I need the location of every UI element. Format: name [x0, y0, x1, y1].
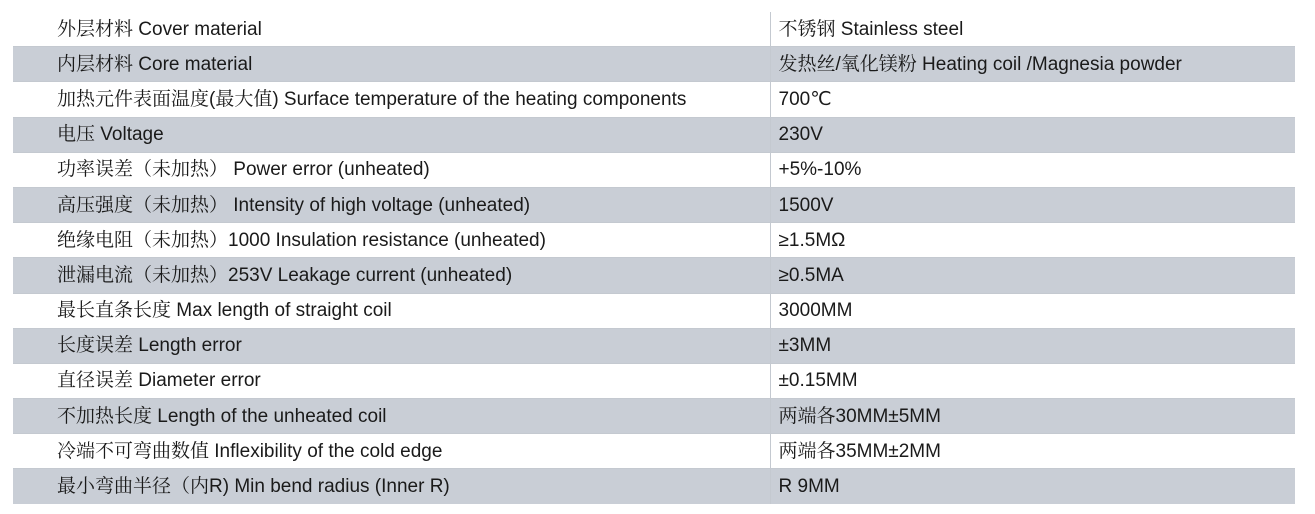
- table-row: [13, 469, 1295, 504]
- spec-label: 内层材料 Core material: [13, 47, 770, 82]
- spec-label: 加热元件表面温度(最大值) Surface temperature of the heating components: [13, 82, 770, 117]
- spec-value: 3000MM: [770, 293, 1295, 328]
- specification-table: [13, 12, 1295, 504]
- spec-value: 1500V: [770, 187, 1295, 222]
- table-row: [13, 82, 1295, 117]
- spec-value: 230V: [770, 117, 1295, 152]
- spec-value: ≥1.5MΩ: [770, 223, 1295, 258]
- spec-value: 700℃: [770, 82, 1295, 117]
- spec-value: ±3MM: [770, 328, 1295, 363]
- spec-value: 发热丝/氧化镁粉 Heating coil /Magnesia powder: [770, 47, 1295, 82]
- spec-label: 电压 Voltage: [13, 117, 770, 152]
- table-row: [13, 363, 1295, 398]
- spec-label: 最长直条长度 Max length of straight coil: [13, 293, 770, 328]
- spec-label: 冷端不可弯曲数值 Inflexibility of the cold edge: [13, 434, 770, 469]
- spec-label: 不加热长度 Length of the unheated coil: [13, 399, 770, 434]
- spec-value: ±0.15MM: [770, 363, 1295, 398]
- spec-label: 直径误差 Diameter error: [13, 363, 770, 398]
- spec-value: 两端各35MM±2MM: [770, 434, 1295, 469]
- table-row: [13, 434, 1295, 469]
- table-row: [13, 223, 1295, 258]
- spec-sheet: [13, 12, 1295, 504]
- spec-label: 长度误差 Length error: [13, 328, 770, 363]
- spec-value: ≥0.5MA: [770, 258, 1295, 293]
- spec-label: 功率误差（未加热） Power error (unheated): [13, 152, 770, 187]
- spec-value: 两端各30MM±5MM: [770, 399, 1295, 434]
- table-row: [13, 328, 1295, 363]
- spec-value: 不锈钢 Stainless steel: [770, 12, 1295, 47]
- table-row: [13, 258, 1295, 293]
- table-row: [13, 152, 1295, 187]
- spec-value: R 9MM: [770, 469, 1295, 504]
- spec-label: 最小弯曲半径（内R) Min bend radius (Inner R): [13, 469, 770, 504]
- table-row: [13, 47, 1295, 82]
- table-row: [13, 293, 1295, 328]
- table-row: [13, 399, 1295, 434]
- spec-label: 泄漏电流（未加热）253V Leakage current (unheated): [13, 258, 770, 293]
- spec-value: +5%-10%: [770, 152, 1295, 187]
- table-row: [13, 187, 1295, 222]
- spec-label: 外层材料 Cover material: [13, 12, 770, 47]
- spec-label: 高压强度（未加热） Intensity of high voltage (unheated): [13, 187, 770, 222]
- table-row: [13, 12, 1295, 47]
- table-row: [13, 117, 1295, 152]
- spec-label: 绝缘电阻（未加热）1000 Insulation resistance (unheated): [13, 223, 770, 258]
